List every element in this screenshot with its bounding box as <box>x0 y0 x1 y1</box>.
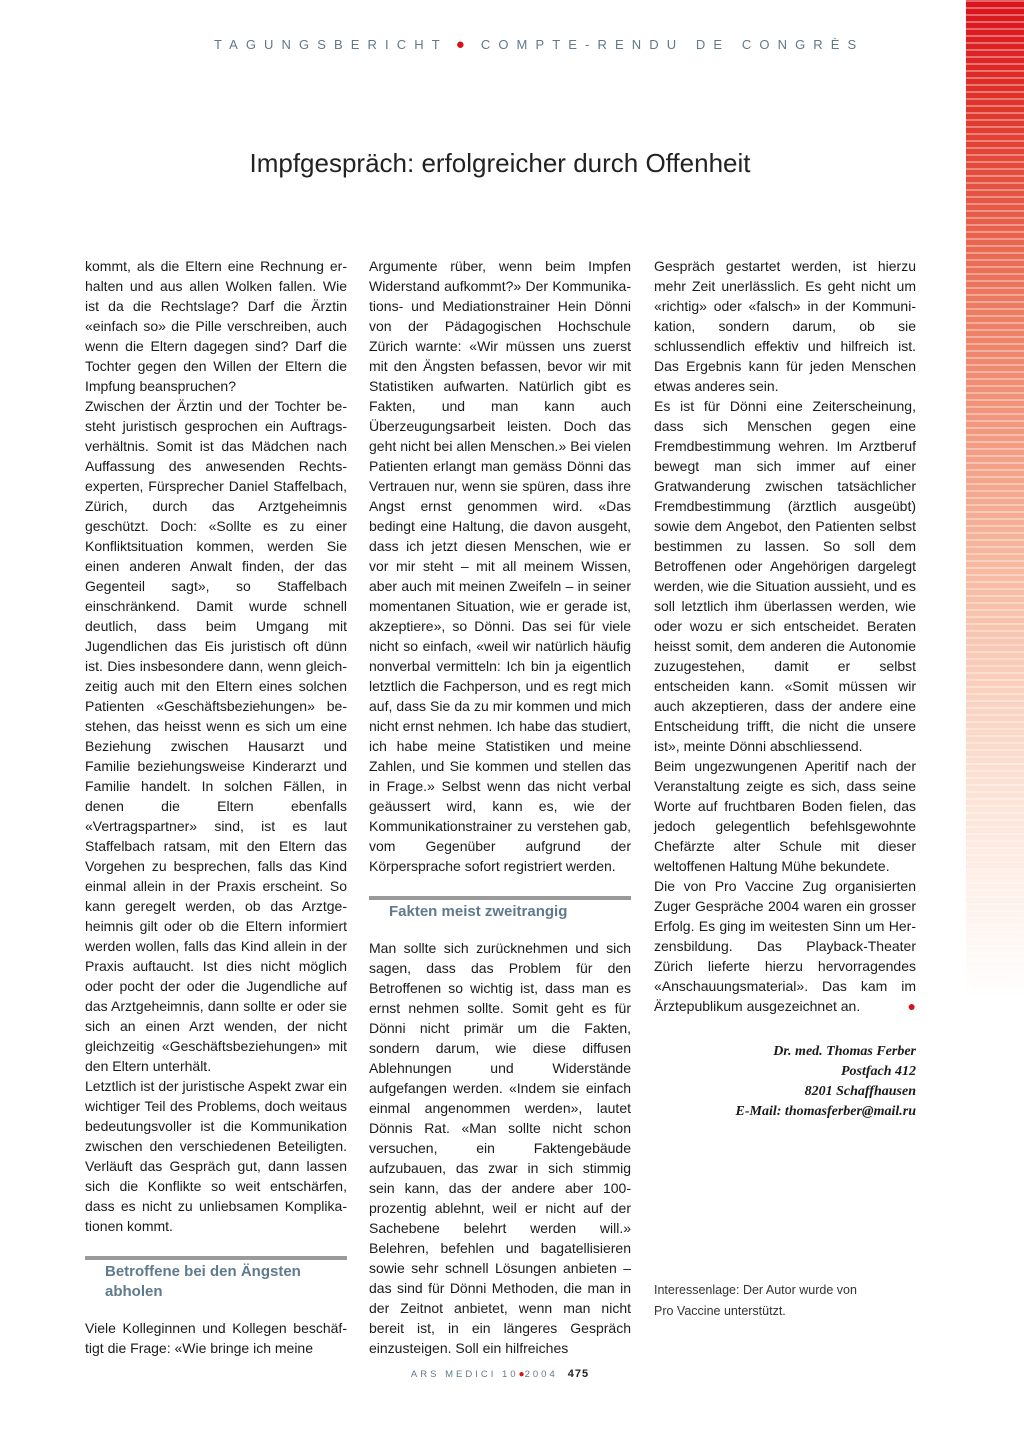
page-footer <box>0 1368 1000 1380</box>
paragraph <box>654 756 916 876</box>
section-heading-text: Fakten meist zweitrangig <box>389 903 568 920</box>
section-heading <box>85 1256 347 1302</box>
author-block <box>654 1042 916 1122</box>
text-column-1 <box>85 256 347 1358</box>
author-email[interactable]: E-Mail: thomasferber@mail.ru <box>735 1104 916 1119</box>
end-of-article-icon: ● <box>907 998 916 1014</box>
paragraph-text: Es ist für Dönni eine Zeiterscheinung, dass sich Menschen gegen eine Fremdbestimmung wehren. Im Arztberuf bewegt man sich immer auf einer Gratwanderung zwischen tatsächlicher Fremdbestimmung (ärztlich ausgeübt) sowie dem Angebot, den Patienten selbst bestimmen zu lassen. So soll dem Betroffenen oder Angehörigen dargelegt werden, wie die Situation aussieht, und es soll letztlich ihm überlassen werden, wie oder wozu er sich entscheidet. Beraten heisst somit, dem anderen die Autonomie zuzugestehen, damit er selbst entscheiden kann. «Somit müssen wir auch akzeptieren, dass der andere eine Entscheidung trifft, die nicht die unsere ist», meinte Dönni abschliessend. <box>654 398 916 754</box>
paragraph <box>369 256 631 876</box>
section-heading <box>369 896 631 922</box>
text-column-3 <box>654 256 916 1016</box>
paragraph-text: Argumente rüber, wenn beim Impfen Widerstand aufkommt?» Der Kommunikations- und Mediationstrainer Hein Dönni von der Pädagogischen Hochschule Zürich warnte: «Wir müssen uns zuerst mit den Ängsten befassen, bevor wir mit Statistiken aufwarten. Natürlich gibt es Fakten, und man kann auch Überzeugungsarbeit leisten. Doch das geht nicht bei allen Menschen.» Bei vielen Patienten erlangt man gemäss Dönni das Vertrauen nur, wenn sie spüren, dass ihre Angst ernst genommen wird. «Das bedingt eine Haltung, die davon ausgeht, dass ich jetzt diesen Menschen, wie er vor mir steht – mit all meinem Wissen, aber auch mit meinen Zweifeln – in seiner momentanen Situation, wie er gerade ist, akzeptiere», so Dönni. Das sei für viele nicht so einfach, «weil wir natürlich häufig nonverbal vermitteln: Ich bin ja eigentlich letztlich die Fachperson, und es regt mich auf, dass Sie da zu mir kommen und mich nicht ernst nehmen. Ich habe das studiert, ich habe meine Statistiken und meine Zahlen, und Sie kommen und stellen das in Frage.» Selbst wenn das nicht verbal geäussert wird, kann es, wie der Kommunikationstrainer zu verstehen gab, vom Gegenüber aufgrund der Körpersprache sofort registriert werden. <box>369 258 631 874</box>
paragraph-text: Man sollte sich zurücknehmen und sich sagen, dass das Problem für den Betroffenen so wichtig ist, dass man es ernst nehmen sollte. Somit geht es für Dönni nicht primär um die Fakten, sondern darum, wie diese diffusen Ablehnungen und Widerstände aufgefangen werden. «Indem sie einfach einmal angenommen werden», lautet Dönnis Rat. «Man sollte nicht schon versuchen, ein Faktengebäude aufzubauen, das zwar in sich stimmig sein kann, das der andere aber 100-prozentig ablehnt, weil er nicht auf der Sachebene belehrt werden will.» Belehren, befehlen und bagatellisieren sowie sehr schnell Lösungen anbieten – das sind für Dönni Methoden, die man in der Zeitnot anbietet, wenn man nicht bereit ist, in ein längeres Gespräch einzusteigen. Soll ein hilfreiches <box>369 940 631 1356</box>
paragraph <box>85 1318 347 1358</box>
author-street: Postfach 412 <box>840 1064 916 1079</box>
paragraph-text: Viele Kolleginnen und Kollegen beschäftigt die Frage: «Wie bringe ich meine <box>85 1320 347 1356</box>
paragraph <box>85 1076 347 1236</box>
decorative-edge-bar <box>966 0 1024 1436</box>
conflict-line-1: Interessenlage: Der Autor wurde von <box>654 1283 857 1297</box>
red-dot-icon: ● <box>518 1369 525 1380</box>
paragraph <box>369 938 631 1358</box>
author-city: 8201 Schaffhausen <box>804 1084 916 1099</box>
conflict-of-interest-note <box>654 1280 916 1322</box>
paragraph-text: Beim ungezwungenen Aperitif nach der Veranstaltung zeigte es sich, dass seine Worte auf fruchtbaren Boden fielen, das jedoch gelegentlich befehlsgewohnte Chefärzte alter Schule mit dieser weltoffenen Haltung Mühe bekundete. <box>654 758 916 874</box>
paragraph-text: Gespräch gestartet werden, ist hierzu mehr Zeit unerlässlich. Es geht nicht um «richtig» oder «falsch» in der Kommunikation, sondern darum, ob sie schlussendlich effektiv und hilfreich ist. Das Ergebnis kann für jeden Menschen etwas anderes sein. <box>654 258 916 394</box>
paragraph-text: Die von Pro Vaccine Zug organisierten Zuger Gespräche 2004 waren ein grosser Erfolg. Es ging im weitesten Sinn um Herzensbildung. Das Playback-Theater Zürich lieferte hierzu hervorragendes «Anschauungsmaterial». Das kam im Ärztepublikum ausgezeichnet an. <box>654 878 916 1014</box>
section-heading-text: Betroffene bei den Ängsten abholen <box>105 1263 301 1300</box>
paragraph-text: Zwischen der Ärztin und der Tochter besteht juristisch gesprochen ein Auftragsverhältnis. Somit ist das Mädchen nach Auffassung des anwesenden Rechtsexperten, Fürsprecher Daniel Staffelbach, Zürich, durch das Arztgeheimnis geschützt. Doch: «Sollte es zu einer Konfliktsituation kommen, werden Sie einen anderen Anwalt finden, der das Gegenteil sagt», so Staffelbach einschränkend. Damit wurde schnell deutlich, dass beim Umgang mit Jugendlichen das Eis juristisch oft dünn ist. Dies insbesondere dann, wenn gleichzeitig auch mit den Eltern eines solchen Patienten «Geschäftsbeziehungen» bestehen, das heisst wenn es sich um eine Beziehung zwischen Hausarzt und Familie beziehungsweise Kinderarzt und Familie handelt. In solchen Fällen, in denen die Eltern ebenfalls «Vertragspartner» sind, ist es laut Staffelbach ratsam, mit den Eltern das Vorgehen zu besprechen, falls das Kind einmal allein in der Praxis erscheint. So kann geregelt werden, ob das Arztgeheimnis gilt oder ob die Eltern informiert werden wollen, falls das Kind allein in der Praxis auftaucht. Ist dies nicht möglich oder pocht der oder die Jugendliche auf das Arztgeheimnis, dann sollte er oder sie sich an einen Arzt wenden, der nicht gleichzeitig «Geschäftsbeziehungen» mit den Eltern unterhält. <box>85 398 347 1074</box>
paragraph <box>654 876 916 1016</box>
paragraph <box>85 396 347 1076</box>
page-number: 475 <box>567 1368 590 1380</box>
text-column-2 <box>369 256 631 1358</box>
conflict-line-2: Pro Vaccine unterstützt. <box>654 1304 786 1318</box>
journal-year: 2004 <box>524 1369 558 1380</box>
red-dot-icon: ● <box>455 36 465 53</box>
paragraph-text: kommt, als die Eltern eine Rechnung erhalten und aus allen Wolken fallen. Wie ist da die Rechtslage? Darf die Ärztin «einfach so» die Pille verschreiben, auch wenn die Eltern dagegen sind? Darf die Tochter gegen den Willen der Eltern die Impfung beanspruchen? <box>85 258 347 394</box>
running-head-right: COMPTE-RENDU DE CONGRÈS <box>480 37 865 52</box>
journal-name: ARS MEDICI 10 <box>410 1369 519 1380</box>
paragraph-text: Letztlich ist der juristische Aspekt zwar ein wichtiger Teil des Problems, doch weitaus bedeutungsvoller ist die Kommunikation zwischen den verschiedenen Beteiligten. Verläuft das Gespräch gut, dann lassen sich die Konflikte so weit entschärfen, dass es nicht zu unliebsamen Komplikationen kommt. <box>85 1078 347 1234</box>
paragraph <box>85 256 347 396</box>
paragraph <box>654 256 916 396</box>
paragraph <box>654 396 916 756</box>
running-head-left: TAGUNGSBERICHT <box>214 37 448 52</box>
author-name: Dr. med. Thomas Ferber <box>773 1044 916 1059</box>
running-head <box>214 36 918 53</box>
article-title: Impfgespräch: erfolgreicher durch Offenheit <box>249 148 751 178</box>
